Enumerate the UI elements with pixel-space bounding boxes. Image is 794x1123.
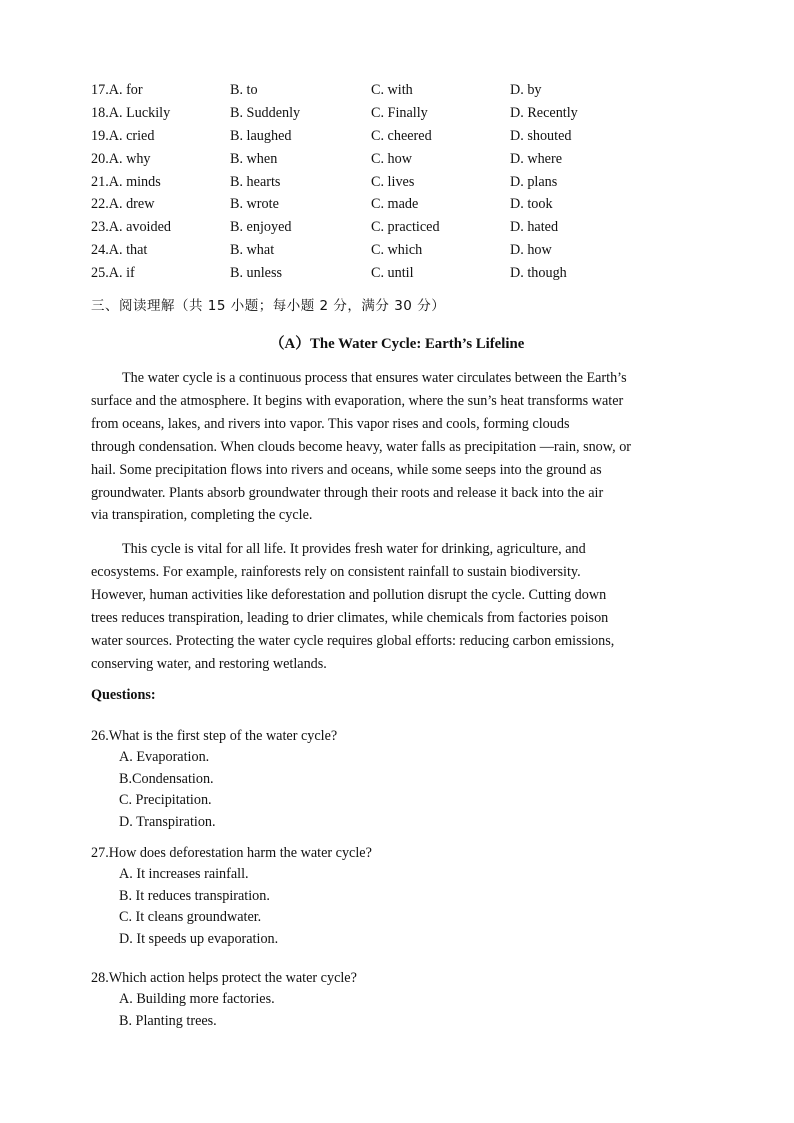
questions-heading: Questions:	[91, 687, 156, 703]
option: D. though	[510, 265, 567, 282]
option: B. hearts	[230, 173, 281, 190]
paragraph-line: This cycle is vital for all life. It provides fresh water for drinking, agriculture, and	[122, 541, 586, 557]
question-28	[91, 967, 357, 1032]
option: B. what	[230, 242, 275, 259]
option: 23.A. avoided	[91, 219, 171, 236]
answer-choice: A. Evaporation.	[119, 749, 210, 765]
paragraph-line: However, human activities like deforestation and pollution disrupt the cycle. Cutting down	[91, 586, 607, 603]
option: C. with	[371, 82, 413, 98]
option: B. when	[230, 150, 278, 167]
option: D. where	[510, 150, 562, 167]
answer-choice: D. Transpiration.	[119, 813, 216, 830]
option: D. shouted	[510, 127, 572, 144]
option: C. practiced	[371, 219, 440, 236]
passage-title: （A）The Water Cycle: Earth’s Lifeline	[269, 336, 525, 352]
question-27	[91, 842, 372, 950]
option: D. plans	[510, 173, 558, 190]
paragraph-line: through condensation. When clouds become heavy, water falls as precipitation —rain, snow, or	[91, 438, 632, 455]
option: 24.A. that	[91, 242, 148, 259]
option: D. hated	[510, 219, 559, 236]
question-stem: 26.What is the first step of the water cycle?	[91, 728, 338, 744]
answer-choice: A. It increases rainfall.	[119, 866, 249, 882]
paragraph-line: via transpiration, completing the cycle.	[91, 507, 313, 524]
paragraph-line: trees reduces transpiration, leading to drier climates, while chemicals from factories poison	[91, 609, 609, 626]
paragraph-line: The water cycle is a continuous process that ensures water circulates between the Earth’s	[122, 370, 627, 386]
option: 19.A. cried	[91, 127, 155, 144]
question-stem: 28.Which action helps protect the water cycle?	[91, 970, 357, 986]
paragraph-line: conserving water, and restoring wetlands.	[91, 655, 327, 672]
paragraph-line: ecosystems. For example, rainforests rely on consistent rainfall to sustain biodiversity.	[91, 563, 581, 580]
section-heading: 三、阅读理解（共 15 小题；每小题 2 分，满分 30 分）	[91, 298, 446, 314]
passage-paragraph-1	[91, 367, 703, 527]
option: B. laughed	[230, 127, 292, 144]
option: B. unless	[230, 265, 283, 282]
question-stem: 27.How does deforestation harm the water cycle?	[91, 845, 372, 861]
option: 17.A. for	[91, 82, 143, 98]
option: 25.A. if	[91, 265, 135, 282]
answer-choice: B.Condensation.	[119, 770, 214, 787]
option: D. how	[510, 242, 552, 259]
option: B. Suddenly	[230, 104, 301, 121]
answer-choice: B. Planting trees.	[119, 1012, 217, 1029]
option: C. lives	[371, 173, 415, 190]
answer-choice: D. It speeds up evaporation.	[119, 930, 279, 947]
option: C. how	[371, 150, 412, 167]
option: D. Recently	[510, 104, 578, 121]
paragraph-line: from oceans, lakes, and rivers into vapor. This vapor rises and cools, forming clouds	[91, 415, 570, 432]
paragraph-line: hail. Some precipitation flows into rivers and oceans, while some seeps into the ground as	[91, 461, 602, 478]
option: C. which	[371, 242, 423, 259]
option: C. Finally	[371, 104, 428, 121]
option: C. cheered	[371, 127, 432, 144]
option: D. took	[510, 196, 553, 213]
answer-choice: C. Precipitation.	[119, 792, 212, 808]
option: B. wrote	[230, 196, 279, 213]
paragraph-line: groundwater. Plants absorb groundwater through their roots and release it back into the air	[91, 484, 604, 501]
option: C. made	[371, 196, 419, 213]
option: B. enjoyed	[230, 219, 292, 236]
answer-choice: B. It reduces transpiration.	[119, 887, 270, 904]
option: C. until	[371, 265, 414, 282]
answer-choice: A. Building more factories.	[119, 991, 275, 1007]
paragraph-line: surface and the atmosphere. It begins with evaporation, where the sun’s heat transforms water	[91, 392, 624, 409]
option: 22.A. drew	[91, 196, 155, 213]
passage-paragraph-2	[91, 538, 703, 675]
option: B. to	[230, 82, 258, 98]
option: D. by	[510, 82, 542, 98]
paragraph-line: water sources. Protecting the water cycle requires global efforts: reducing carbon emissions,	[91, 632, 615, 649]
option: 18.A. Luckily	[91, 104, 171, 121]
option: 20.A. why	[91, 150, 151, 167]
answer-choice: C. It cleans groundwater.	[119, 909, 262, 925]
question-26	[91, 725, 337, 833]
option: 21.A. minds	[91, 173, 161, 190]
